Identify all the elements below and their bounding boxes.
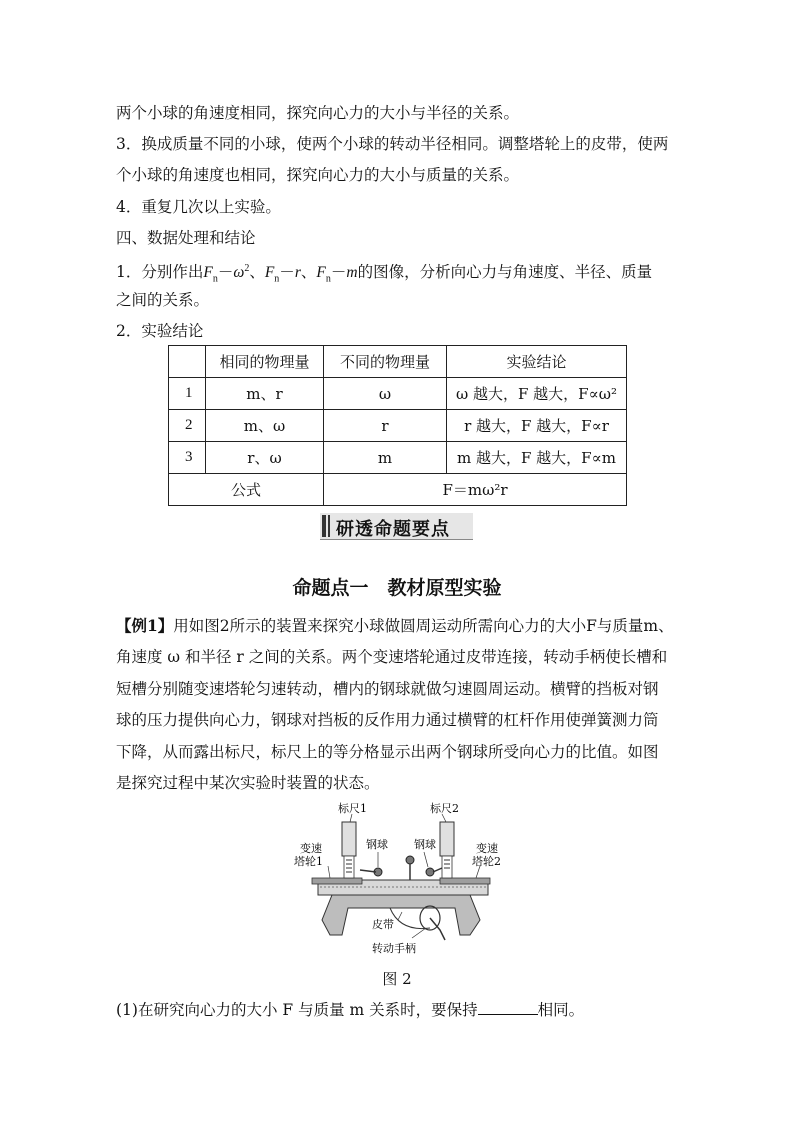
- label-ruler2: 标尺2: [430, 802, 459, 815]
- question-text: (1)在研究向心力的大小 F 与质量 m 关系时，要保持: [116, 1001, 478, 1019]
- handle-crank: [430, 918, 445, 940]
- steel-ball-right: [426, 868, 434, 876]
- table-row: [169, 474, 627, 506]
- figure-caption: 图 2: [382, 970, 412, 988]
- example-line: [116, 616, 674, 636]
- tower-wheel-1: [312, 878, 362, 884]
- banner-title: 研透命题要点: [336, 519, 450, 540]
- table-row: [169, 410, 627, 442]
- text-fragment: 1．分别作出: [116, 263, 204, 282]
- example-line: 短槽分别随变速塔轮匀速转动，槽内的钢球就做匀速圆周运动。横臂的挡板对钢: [116, 680, 659, 698]
- belt: [390, 908, 430, 929]
- formula-cell: F＝mω²r: [324, 474, 627, 506]
- text-line: 4．重复几次以上实验。: [116, 198, 281, 216]
- label-wheel2-line2: 塔轮2: [472, 855, 501, 868]
- table-cell: 3: [169, 442, 206, 474]
- text-line: 1．分别作出$F_n-\omega^2$、$F_n-r$、$F_n-m$的图像，分析向心力与角速度、半径、质量: [116, 263, 653, 285]
- conclusion-table: [168, 345, 627, 506]
- answer-blank[interactable]: [478, 1000, 538, 1015]
- table-cell: 1: [169, 378, 206, 410]
- label-ruler1: 标尺1: [338, 802, 367, 815]
- table-header-row: [169, 346, 627, 378]
- topic-heading: 命题点一 教材原型实验: [292, 577, 502, 599]
- table-cell: r、ω: [206, 442, 324, 474]
- ruler-2: [440, 822, 454, 856]
- table-cell: ω: [324, 378, 447, 410]
- section-banner: [320, 513, 473, 540]
- example-line: 球的压力提供向心力，钢球对挡板的反作用力通过横臂的杠杆作用使弹簧测力筒: [116, 711, 659, 729]
- steel-ball-center: [406, 856, 414, 864]
- text-line: 3．换成质量不同的小球，使两个小球的转动半径相同。调整塔轮上的皮带，使两: [116, 135, 669, 153]
- table-header-cell: [169, 346, 206, 378]
- example-tag: 【例1】: [116, 616, 174, 635]
- table-row: [169, 442, 627, 474]
- table-cell: m、ω: [206, 410, 324, 442]
- question-line: [116, 1000, 584, 1020]
- label-wheel1-line1: 变速: [300, 842, 322, 855]
- text-fragment: 用如图2所示的装置来探究小球做圆周运动所需向心力的大小F与质量m、: [173, 617, 674, 635]
- table-header-cell: 不同的物理量: [324, 346, 447, 378]
- table-cell: 2: [169, 410, 206, 442]
- question-text: 相同。: [537, 1001, 585, 1019]
- example-line: 角速度 ω 和半径 r 之间的关系。两个变速塔轮通过皮带连接，转动手柄使长槽和: [116, 648, 668, 666]
- table-header-cell: 相同的物理量: [206, 346, 324, 378]
- label-ball-right: 钢球: [414, 838, 436, 851]
- tower-wheel-2: [440, 878, 490, 884]
- text-line: 两个小球的角速度相同，探究向心力的大小与半径的关系。: [116, 104, 520, 122]
- example-line: 是探究过程中某次实验时装置的状态。: [116, 774, 380, 792]
- table-row: [169, 378, 627, 410]
- label-ball-left: 钢球: [366, 838, 388, 851]
- text-fragment: 的图像，分析向心力与角速度、半径、质量: [357, 263, 653, 282]
- ruler-1: [342, 822, 356, 856]
- label-wheel2-line1: 变速: [476, 842, 498, 855]
- example-line: 下降，从而露出标尺，标尺上的等分格显示出两个钢球所受向心力的比值。如图: [116, 743, 659, 761]
- text-line: 个小球的角速度也相同，探究向心力的大小与质量的关系。: [116, 166, 520, 184]
- base-stand: [322, 895, 480, 935]
- banner-bar: [328, 515, 330, 537]
- text-line: 2．实验结论: [116, 322, 204, 340]
- table-cell: m: [324, 442, 447, 474]
- text-line: 之间的关系。: [116, 291, 210, 309]
- table-cell: m、r: [206, 378, 324, 410]
- table-cell: ω 越大，F 越大，F∝ω²: [447, 378, 627, 410]
- table-cell: m 越大，F 越大，F∝m: [447, 442, 627, 474]
- banner-bar: [322, 515, 326, 537]
- table-cell: r 越大，F 越大，F∝r: [447, 410, 627, 442]
- label-wheel1-line2: 塔轮1: [294, 855, 323, 868]
- label-handle: 转动手柄: [372, 942, 416, 955]
- table-cell: r: [324, 410, 447, 442]
- table-cell: 公式: [169, 474, 324, 506]
- section-heading: 四、数据处理和结论: [116, 229, 256, 247]
- table-header-cell: 实验结论: [447, 346, 627, 378]
- apparatus-figure: [290, 800, 510, 960]
- label-belt: 皮带: [372, 918, 394, 931]
